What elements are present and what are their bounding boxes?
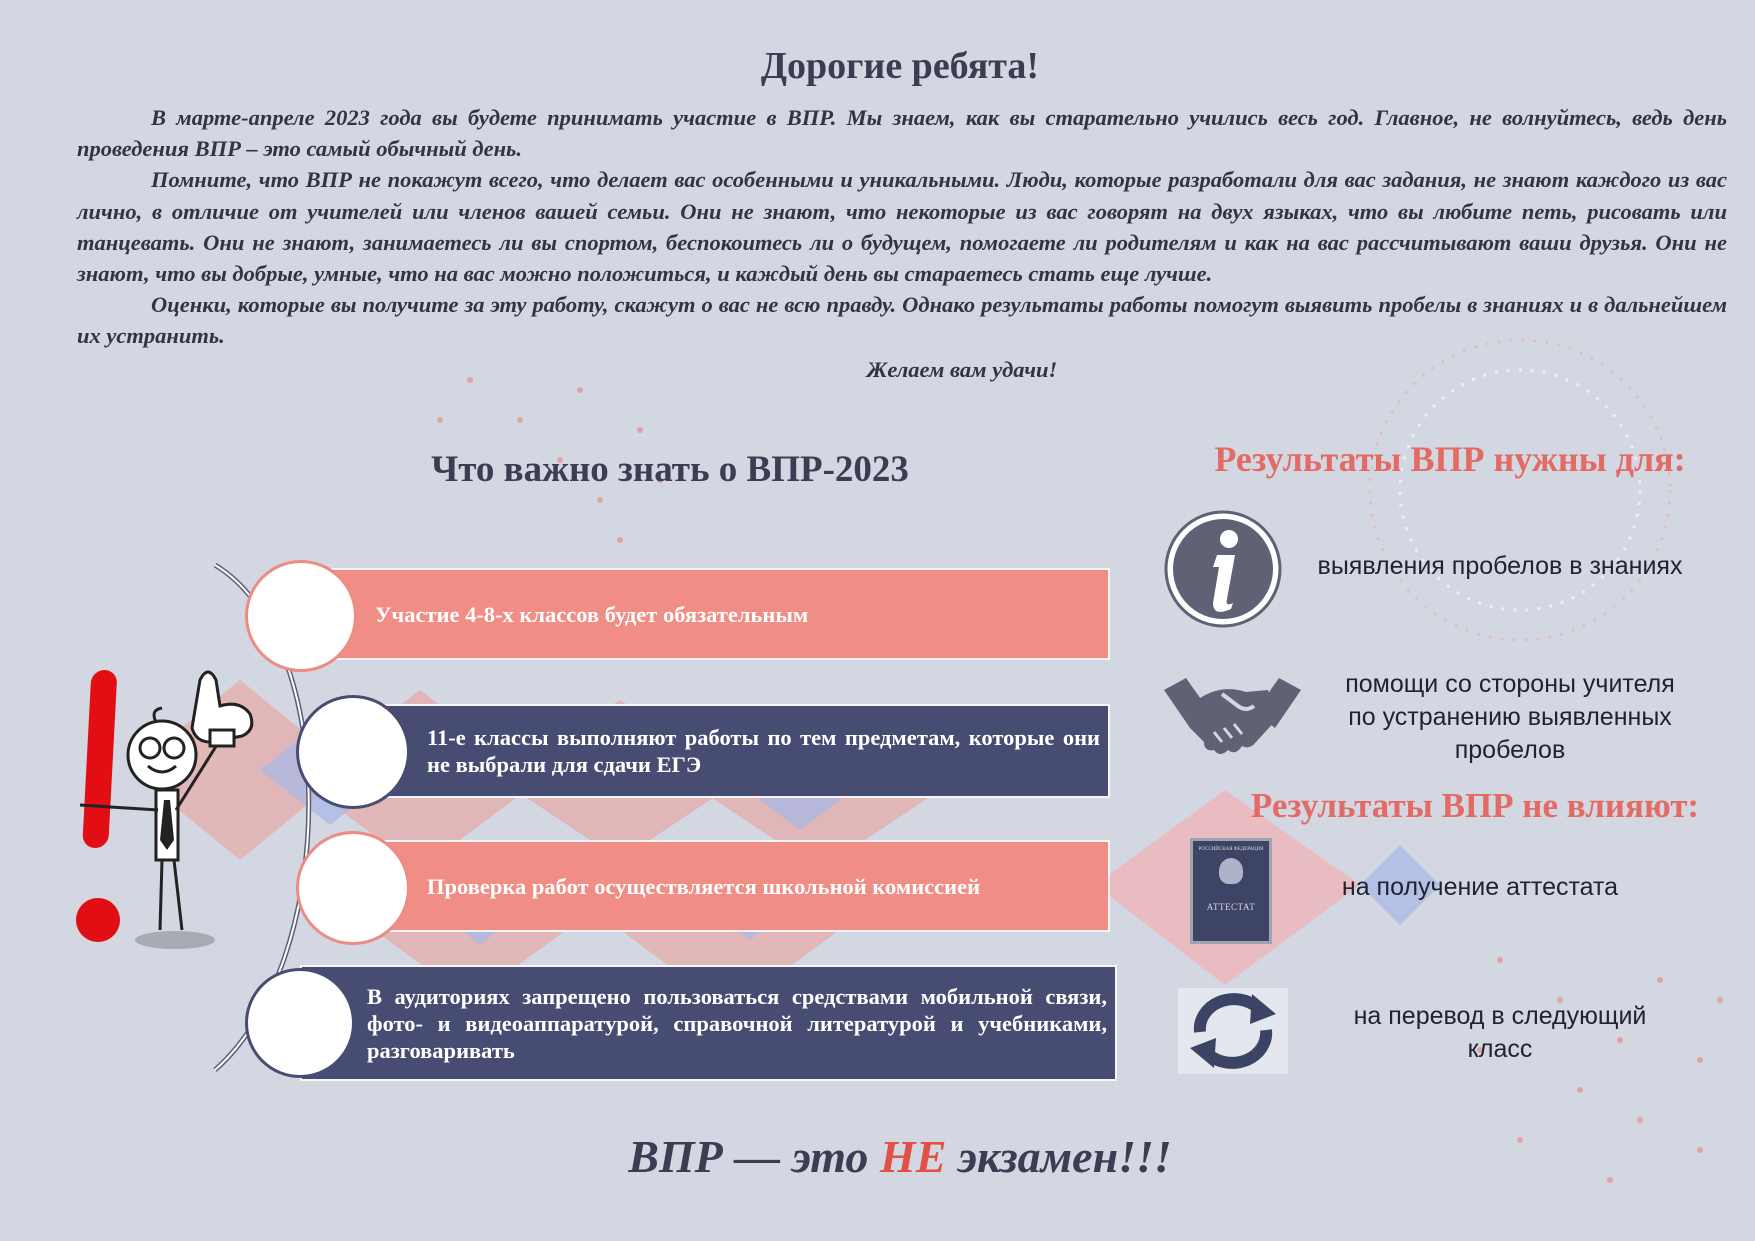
page-title: Дорогие ребята! (760, 45, 1040, 87)
letter-paragraph-2: Помните, что ВПР не покажут всего, что делает вас особенными и уникальными. Люди, которые разработали для вас задания, не знают каждого из вас лично, в отличие от учителей или членов вашей семьи. Они не знают, что некоторые из вас говорят на двух языках, что вы любите петь, рисовать или танцевать. Они не знают, занимаетесь ли вы спортом, беспокоитесь ли о будущем, помогаете ли родителям и как на вас рассчитывают ваши друзья. Они не знают, что вы добрые, умные, что на вас можно положиться, и каждый день вы стараетесь стать еще лучше. (77, 167, 1727, 287)
letter-paragraph-3: Оценки, которые вы получите за эту работу, скажут о вас не всю правду. Однако результаты работы помогут выявить пробелы в знаниях и в дальнейшем их устранить. (77, 292, 1727, 349)
fact-bar-3 (365, 840, 1110, 932)
fact-text-1: Участие 4-8-х классов будет обязательным (375, 601, 809, 627)
fact-text-3: Проверка работ осуществляется школьной комиссией (427, 873, 981, 899)
refresh-icon (1178, 988, 1288, 1074)
fact-circle-2 (296, 695, 410, 809)
eagle-emblem-icon (1219, 858, 1243, 884)
fact-circle-1 (245, 560, 357, 672)
needed-heading: Результаты ВПР нужны для: (1214, 439, 1686, 479)
fact-bar-2 (365, 704, 1110, 798)
fact-circle-3 (296, 831, 410, 945)
certificate-top-text: РОССИЙСКАЯ ФЕДЕРАЦИЯ (1198, 847, 1264, 852)
not-affect-text-2: на перевод в следующий класс (1353, 1002, 1647, 1063)
letter-wish: Желаем вам удачи! (866, 356, 1058, 382)
footer-slogan (500, 1130, 1300, 1183)
not-affect-heading: Результаты ВПР не влияют: (1250, 786, 1700, 825)
fact-text-4: В аудиториях запрещено пользоваться средствами мобильной связи, фото- и видеоаппаратурой, справочной литературой и учебниками, разговаривать (367, 983, 1107, 1063)
needed-text-1: выявления пробелов в знаниях (1317, 552, 1683, 580)
fact-circle-4 (245, 968, 355, 1078)
needed-text-2: помощи со стороны учителя по устранению выявленных пробелов (1345, 670, 1675, 764)
footer-pre: ВПР — это (628, 1131, 880, 1182)
not-affect-text-1: на получение аттестата (1341, 873, 1619, 901)
fact-bar-4 (300, 965, 1117, 1081)
facts-heading: Что важно знать о ВПР-2023 (431, 449, 909, 490)
footer-post: экзамен!!! (946, 1131, 1172, 1182)
footer-neg: НЕ (879, 1131, 947, 1182)
letter (77, 102, 1727, 385)
fact-bar-1 (318, 568, 1110, 660)
handshake-icon (1160, 672, 1305, 767)
letter-paragraph-1: В марте-апреле 2023 года вы будете принимать участие в ВПР. Мы знаем, как вы старательно учились весь год. Главное, не волнуйтесь, ведь день проведения ВПР – это самый обычный день. (77, 105, 1727, 162)
info-icon (1163, 509, 1283, 629)
fact-text-2: 11-е классы выполняют работы по тем предметам, которые они не выбрали для сдачи ЕГЭ (427, 725, 1100, 777)
stick-figure-icon (70, 660, 280, 960)
certificate-icon (1190, 838, 1272, 944)
certificate-label: АТТЕСТАТ (1206, 902, 1256, 912)
